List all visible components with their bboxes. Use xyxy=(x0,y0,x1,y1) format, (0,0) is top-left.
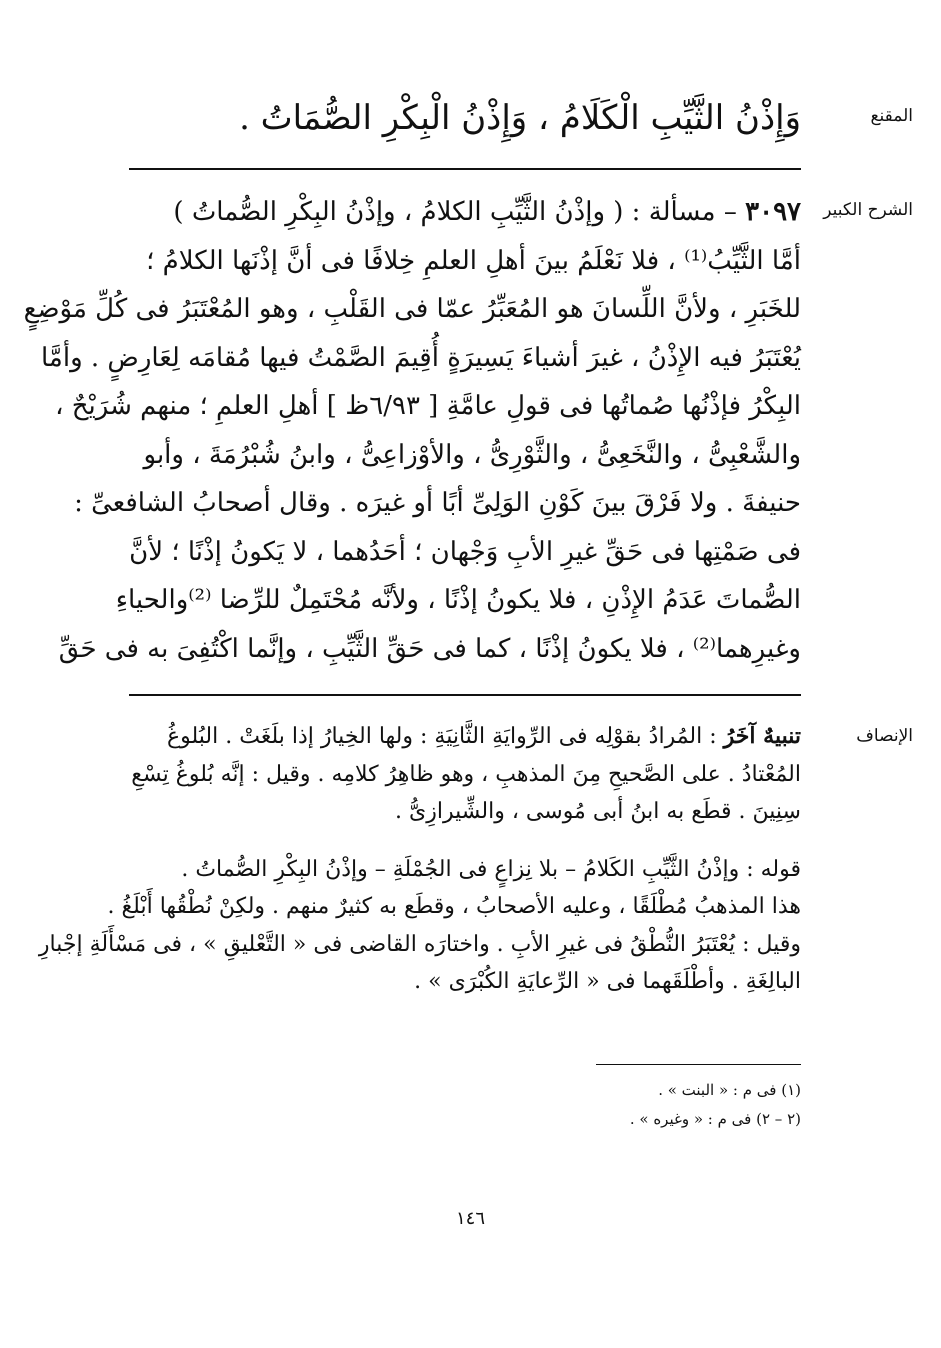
sharh-line: والشَّعْبِىُّ ، والنَّخَعِىُّ ، والثَّوْرِىُّ ، والأوْزاعِىُّ ، وابنُ شُبْرُمَةَ ، وأبو xyxy=(143,439,801,470)
footnote-1: (١) فى م : « البنت » . xyxy=(658,1081,801,1099)
sharh-line: فى صَمْتِها فى حَقِّ غيرِ الأبِ وَجْهان ؛ أحَدُهما ، لا يَكونُ إذْنًا ؛ لأنَّ xyxy=(129,536,801,567)
insaf-text-block xyxy=(38,718,801,1001)
issue-heading: – مسألة : ( وإذْنُ الثَّيِّبِ الكلامُ ، وإذْنُ البِكْرِ الصُّماتُ ) xyxy=(173,197,746,227)
muqni-text: وَإِذْنُ الثَّيِّبِ الْكَلَامُ ، وَإِذْنُ الْبِكْرِ الصُّمَاتُ . xyxy=(239,98,801,138)
sharh-line: حنيفةَ . ولا فَرْقَ بينَ كَوْنِ الوَلِىِّ أبًا أو غيرَه . وقال أصحابُ الشافعىِّ : xyxy=(74,488,801,518)
insaf-line: البالِغَةِ . وأطْلَقَهما فى « الرِّعايَةِ الكُبْرَى » . xyxy=(414,969,801,994)
insaf-line-1 xyxy=(129,718,801,756)
muqni-label: المقنع xyxy=(870,106,913,126)
insaf-line: هذا المذهبُ مُطْلَقًا ، وعليه الأصحابُ ، وقطَع به كثيرٌ منهم . ولكِنْ نُطْقُها أَبْلَغُ . xyxy=(107,894,801,919)
insaf-label: الإنصاف xyxy=(856,726,913,746)
sharh-line: وغيرِهما⁽²⁾ ، فلا يكونُ إذْنًا ، كما فى حَقِّ الثَّيِّبِ ، وإنَّما اكْتُفِىَ به فى حَقِّ xyxy=(58,633,801,664)
sharh-divider xyxy=(129,694,801,696)
insaf-line-1-text: : المُرادُ بقوْلِه فى الرِّوايَةِ الثَّانِيَةِ : ولها الخِيارُ إذا بلَغَتْ . البُلوغُ xyxy=(167,724,724,749)
issue-number: ٣٠٩٧ xyxy=(745,197,801,227)
insaf-line: قوله : وإذْنُ الثَّيِّبِ الكَلامُ – بلا نِزاعٍ فى الجُمْلَةِ – وإذْنُ البِكْرِ الصُّماتُ . xyxy=(181,856,801,882)
footnote-2: (٢ – ٢) فى م : « وغيره » . xyxy=(629,1110,801,1128)
sharh-line-1 xyxy=(129,188,801,237)
insaf-line: سِنِينَ . قطَع به ابنُ أبى مُوسى ، والشِّيرازِىُّ . xyxy=(395,799,801,824)
insaf-line: وقيل : يُعْتَبَرُ النُّطْقُ فى غيرِ الأبِ . واختارَه القاضى فى « التَّعْليقِ » ، فى مَسْأَلَةِ إجْبارِ xyxy=(38,931,801,957)
sharh-line: البِكْرُ فإذْنُها صُماتُها فى قولِ عامَّةِ [ ٦/٩٣ظ ] أهلِ العلمِ ؛ منهم شُرَيْحٌ ، xyxy=(55,391,801,421)
muqni-divider xyxy=(129,168,801,170)
sharh-line: يُعْتَبَرُ فيه الإِذْنُ ، غيرَ أشياءَ يَسِيرَةٍ أُقِيمَ الصَّمْتُ فيها مُقامَه لِعَارِضٍ . وأمَّا xyxy=(41,342,801,373)
muqni-text-block xyxy=(129,92,801,144)
paragraph-gap xyxy=(129,831,801,851)
sharh-text-block xyxy=(23,188,801,673)
sharh-line: الصُّماتَ عَدَمُ الإِذْنِ ، فلا يكونُ إذْنًا ، ولأنَّه مُحْتَمِلٌ للرِّضا ⁽²⁾والحياءِ xyxy=(115,585,801,615)
footnotes xyxy=(630,1076,801,1134)
sharh-line: للخَبَرِ ، ولأنَّ اللِّسانَ هو المُعَبِّرُ عمّا فى القَلْبِ ، وهو المُعْتَبَرُ فى كُلِّ مَوْضِعٍ xyxy=(23,294,801,324)
page-number: ١٤٦ xyxy=(455,1208,485,1229)
insaf-line: المُعْتادُ . على الصَّحيحِ مِنَ المذهبِ ، وهو ظاهِرُ كلامِه . وقيل : إنَّه بُلوغُ تِسْعِ xyxy=(131,761,801,787)
tanbih-heading: تنبيهٌ آخَرُ xyxy=(723,723,801,749)
sharh-label: الشرح الكبير xyxy=(823,200,913,220)
sharh-line: أمَّا الثَّيِّبُ⁽¹⁾ ، فلا نَعْلَمُ بينَ أهلِ العلمِ خِلافًا فى أنَّ إذْنَها الكلامُ ؛ xyxy=(146,245,801,276)
footnote-divider xyxy=(596,1064,801,1065)
